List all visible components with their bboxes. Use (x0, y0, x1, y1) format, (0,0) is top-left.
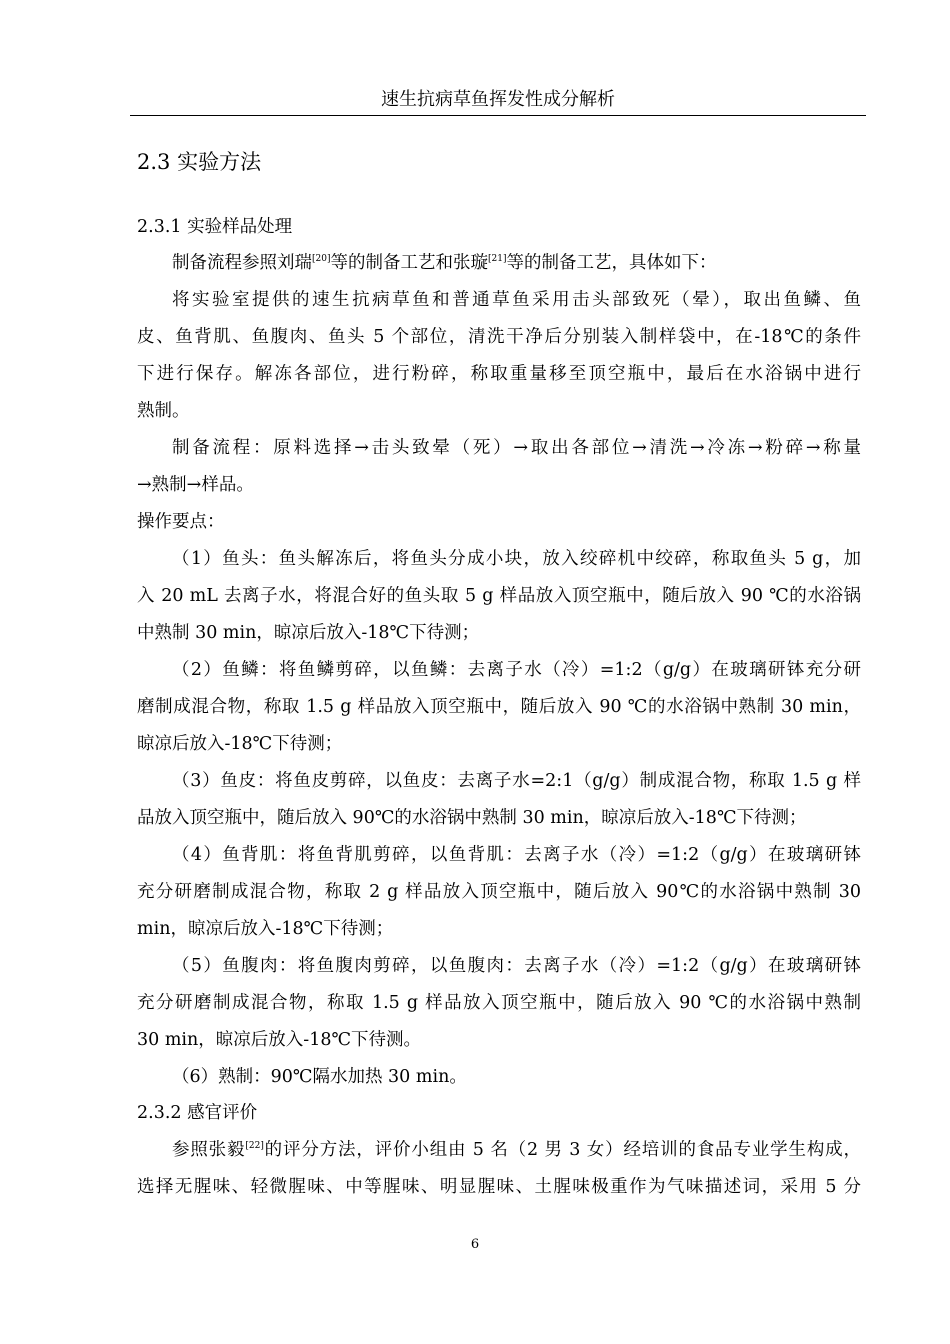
list-item-line: 晾凉后放入-18℃下待测； (137, 734, 343, 754)
list-item-line: 入 20 mL 去离子水，将混合好的鱼头取 5 g 样品放入顶空瓶中，随后放入 90 ℃的水浴锅 (137, 586, 861, 606)
paragraph-line: 皮、鱼背肌、鱼腹肉、鱼头 5 个部位，清洗干净后分别装入制样袋中，在-18℃的条件 (137, 327, 861, 347)
list-item-line: 充分研磨制成混合物，称取 1.5 g 样品放入顶空瓶中，随后放入 90 ℃的水浴锅中熟制 (137, 993, 861, 1013)
paragraph-line: →熟制→样品。 (137, 475, 254, 495)
operation-points-label: 操作要点： (137, 512, 225, 532)
header-rule (130, 115, 866, 116)
list-item-line: min，晾凉后放入-18℃下待测； (137, 919, 394, 939)
list-item-line: （2）鱼鳞：将鱼鳞剪碎，以鱼鳞：去离子水（冷）=1:2（g/g）在玻璃研钵充分研 (172, 660, 861, 680)
paragraph-line: 制备流程：原料选择→击头致晕（死）→取出各部位→清洗→冷冻→粉碎→称量 (172, 438, 861, 458)
subsection-heading-2-3-2: 2.3.2 感官评价 (137, 1103, 258, 1123)
list-item-line: 充分研磨制成混合物，称取 2 g 样品放入顶空瓶中，随后放入 90℃的水浴锅中熟制 30 (137, 882, 861, 902)
paragraph-intro (172, 250, 861, 276)
page-number: 6 (470, 1237, 480, 1252)
list-item-line: 品放入顶空瓶中，随后放入 90℃的水浴锅中熟制 30 min，晾凉后放入-18℃下待测； (137, 808, 807, 828)
citation-ref: [22] (245, 1141, 264, 1151)
list-item-line: （4）鱼背肌：将鱼背肌剪碎，以鱼背肌：去离子水（冷）=1:2（g/g）在玻璃研钵 (172, 845, 861, 865)
text-run: 等的制备工艺和张璇 (330, 253, 488, 273)
list-item-line: （5）鱼腹肉：将鱼腹肉剪碎，以鱼腹肉：去离子水（冷）=1:2（g/g）在玻璃研钵 (172, 956, 861, 976)
citation-ref: [20] (312, 254, 331, 264)
list-item-line: 30 min，晾凉后放入-18℃下待测。 (137, 1030, 422, 1050)
text-run: 参照张毅 (172, 1140, 246, 1160)
paragraph-sensory-line (172, 1137, 861, 1163)
list-item-line: （1）鱼头：鱼头解冻后，将鱼头分成小块，放入绞碎机中绞碎，称取鱼头 5 g，加 (172, 549, 861, 569)
text-run: 等的制备工艺，具体如下： (506, 253, 717, 273)
subsection-heading-2-3-1: 2.3.1 实验样品处理 (137, 217, 293, 237)
list-item-line: （6）熟制：90℃隔水加热 30 min。 (172, 1067, 467, 1087)
running-header: 速生抗病草鱼挥发性成分解析 (381, 89, 615, 110)
list-item-line: （3）鱼皮：将鱼皮剪碎，以鱼皮：去离子水=2:1（g/g）制成混合物，称取 1.5 g 样 (172, 771, 861, 791)
citation-ref: [21] (487, 254, 507, 264)
text-run: 制备流程参照刘瑞 (172, 253, 312, 273)
text-run: 的评分方法，评价小组由 5 名（2 男 3 女）经培训的食品专业学生构成， (263, 1140, 862, 1160)
paragraph-line: 将实验室提供的速生抗病草鱼和普通草鱼采用击头部致死（晕），取出鱼鳞、鱼 (172, 290, 861, 310)
list-item-line: 磨制成混合物，称取 1.5 g 样品放入顶空瓶中，随后放入 90 ℃的水浴锅中熟制 30 min， (137, 697, 861, 717)
paragraph-line: 熟制。 (137, 401, 190, 421)
paragraph-line: 选择无腥味、轻微腥味、中等腥味、明显腥味、土腥味极重作为气味描述词，采用 5 分 (137, 1177, 861, 1197)
paragraph-line: 下进行保存。解冻各部位，进行粉碎，称取重量移至顶空瓶中，最后在水浴锅中进行 (137, 364, 861, 384)
section-heading: 2.3 实验方法 (137, 150, 262, 174)
list-item-line: 中熟制 30 min，晾凉后放入-18℃下待测； (137, 623, 480, 643)
